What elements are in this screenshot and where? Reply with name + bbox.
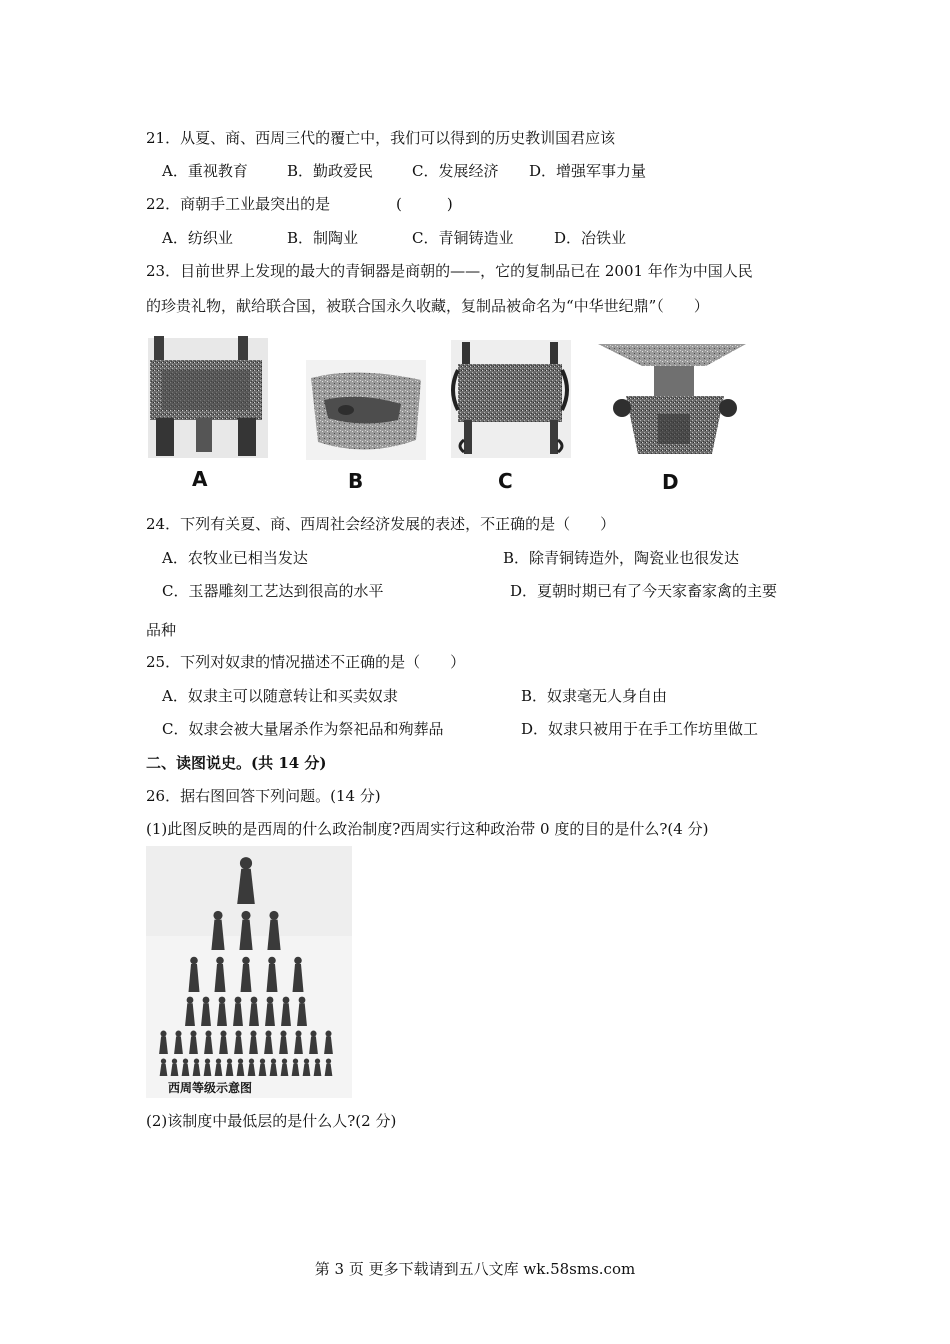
q24-option-d: D．夏朝时期已有了今天家畜家禽的主要: [510, 582, 778, 600]
figure-head: [265, 1031, 271, 1037]
figure-head: [271, 1058, 276, 1063]
figure-head: [295, 1031, 301, 1037]
figure-head: [205, 1031, 211, 1037]
figure-head: [187, 997, 194, 1004]
q24-option-b: B．除青铜铸造外，陶瓷业也很发达: [503, 549, 740, 567]
figure-head: [172, 1058, 177, 1063]
figure-head: [250, 1031, 256, 1037]
figure-head: [315, 1058, 320, 1063]
figure-head: [194, 1058, 199, 1063]
q23-line2: 的珍贵礼物，献给联合国，被联合国永久收藏，复制品被命名为“中华世纪鼎”（ ）: [146, 297, 709, 315]
figure-head: [249, 1058, 254, 1063]
figure-head: [175, 1031, 181, 1037]
figure-head: [326, 1058, 331, 1063]
figure-head: [190, 957, 198, 965]
figure-head: [183, 1058, 188, 1063]
figure-head: [205, 1058, 210, 1063]
figure-head: [283, 997, 290, 1004]
figure-head: [213, 911, 222, 920]
figure-head: [216, 957, 224, 965]
figure-head: [238, 1058, 243, 1063]
vessel-b-icon: [306, 360, 426, 460]
figure-head: [161, 1058, 166, 1063]
figure-head: [235, 997, 242, 1004]
hierarchy-figure: [146, 846, 352, 1098]
figure-head: [304, 1058, 309, 1063]
vessel-b-label: B: [348, 469, 364, 493]
q25-option-c: C．奴隶会被大量屠杀作为祭祀品和殉葬品: [162, 720, 444, 738]
q25-stem: 25．下列对奴隶的情况描述不正确的是（ ）: [146, 653, 466, 671]
figure-head: [280, 1031, 286, 1037]
figure-head: [299, 997, 306, 1004]
figure-head: [282, 1058, 287, 1063]
figure-head: [310, 1031, 316, 1037]
hierarchy-caption: 西周等级示意图: [168, 1081, 253, 1095]
vessel-c-icon: [451, 340, 571, 458]
q22-stem: 22．商朝手工业最突出的是: [146, 195, 331, 213]
hierarchy-image: [146, 846, 352, 1098]
q24-option-d-continuation: 品种: [146, 621, 177, 639]
q25-option-b: B．奴隶毫无人身自由: [521, 687, 668, 705]
figure-head: [293, 1058, 298, 1063]
q24-option-a: A．农牧业已相当发达: [162, 549, 308, 567]
figure-head: [160, 1031, 166, 1037]
q26-stem: 26．据右图回答下列问题。(14 分): [146, 787, 381, 805]
q25-option-a: A．奴隶主可以随意转让和买卖奴隶: [162, 687, 398, 705]
q22-option-a: A．纺织业: [162, 229, 233, 247]
q22-option-b: B．制陶业: [287, 229, 359, 247]
figure-head: [251, 997, 258, 1004]
q22-answer-paren: ( ): [396, 195, 453, 213]
q21-stem: 21．从夏、商、西周三代的覆亡中，我们可以得到的历史教训国君应该: [146, 129, 616, 147]
vessel-a-label: A: [192, 467, 208, 491]
q24-option-c: C．玉器雕刻工艺达到很高的水平: [162, 582, 384, 600]
figure-head: [240, 857, 252, 869]
section2-heading: 二、读图说史。(共 14 分): [146, 754, 327, 772]
q23-line1: 23．目前世界上发现的最大的青铜器是商朝的——，它的复制品已在 2001 年作为中国人民: [146, 262, 753, 280]
figure-head: [203, 997, 210, 1004]
figure-head: [241, 911, 250, 920]
vessel-c-label: C: [498, 469, 513, 493]
page-footer: 第 3 页 更多下载请到五八文库 wk.58sms.com: [314, 1260, 636, 1278]
figure-head: [325, 1031, 331, 1037]
figure-head: [269, 911, 278, 920]
figure-head: [227, 1058, 232, 1063]
figure-head: [242, 957, 250, 965]
figure-head: [294, 957, 302, 965]
figure-head: [235, 1031, 241, 1037]
figure-head: [260, 1058, 265, 1063]
figure-head: [216, 1058, 221, 1063]
q21-option-d: D．增强军事力量: [529, 162, 647, 180]
figure-head: [220, 1031, 226, 1037]
figure-head: [219, 997, 226, 1004]
figure-head: [190, 1031, 196, 1037]
q26-sub2: (2)该制度中最低层的是什么人?(2 分): [146, 1112, 397, 1130]
figure-head: [267, 997, 274, 1004]
q22-option-d: D．冶铁业: [554, 229, 627, 247]
q25-option-d: D．奴隶只被用于在手工作坊里做工: [521, 720, 759, 738]
q24-stem: 24．下列有关夏、商、西周社会经济发展的表述，不正确的是（ ）: [146, 515, 616, 533]
vessel-a-icon: [148, 336, 268, 458]
q21-option-a: A．重视教育: [162, 162, 248, 180]
q26-sub1: (1)此图反映的是西周的什么政治制度?西周实行这种政治带 0 度的目的是什么?(4 分): [146, 820, 709, 838]
q21-option-b: B．勤政爱民: [287, 162, 374, 180]
vessel-d-icon: [598, 344, 746, 454]
vessel-d-label: D: [662, 470, 679, 494]
q22-option-c: C．青铜铸造业: [412, 229, 514, 247]
q21-option-c: C．发展经济: [412, 162, 499, 180]
figure-head: [268, 957, 276, 965]
